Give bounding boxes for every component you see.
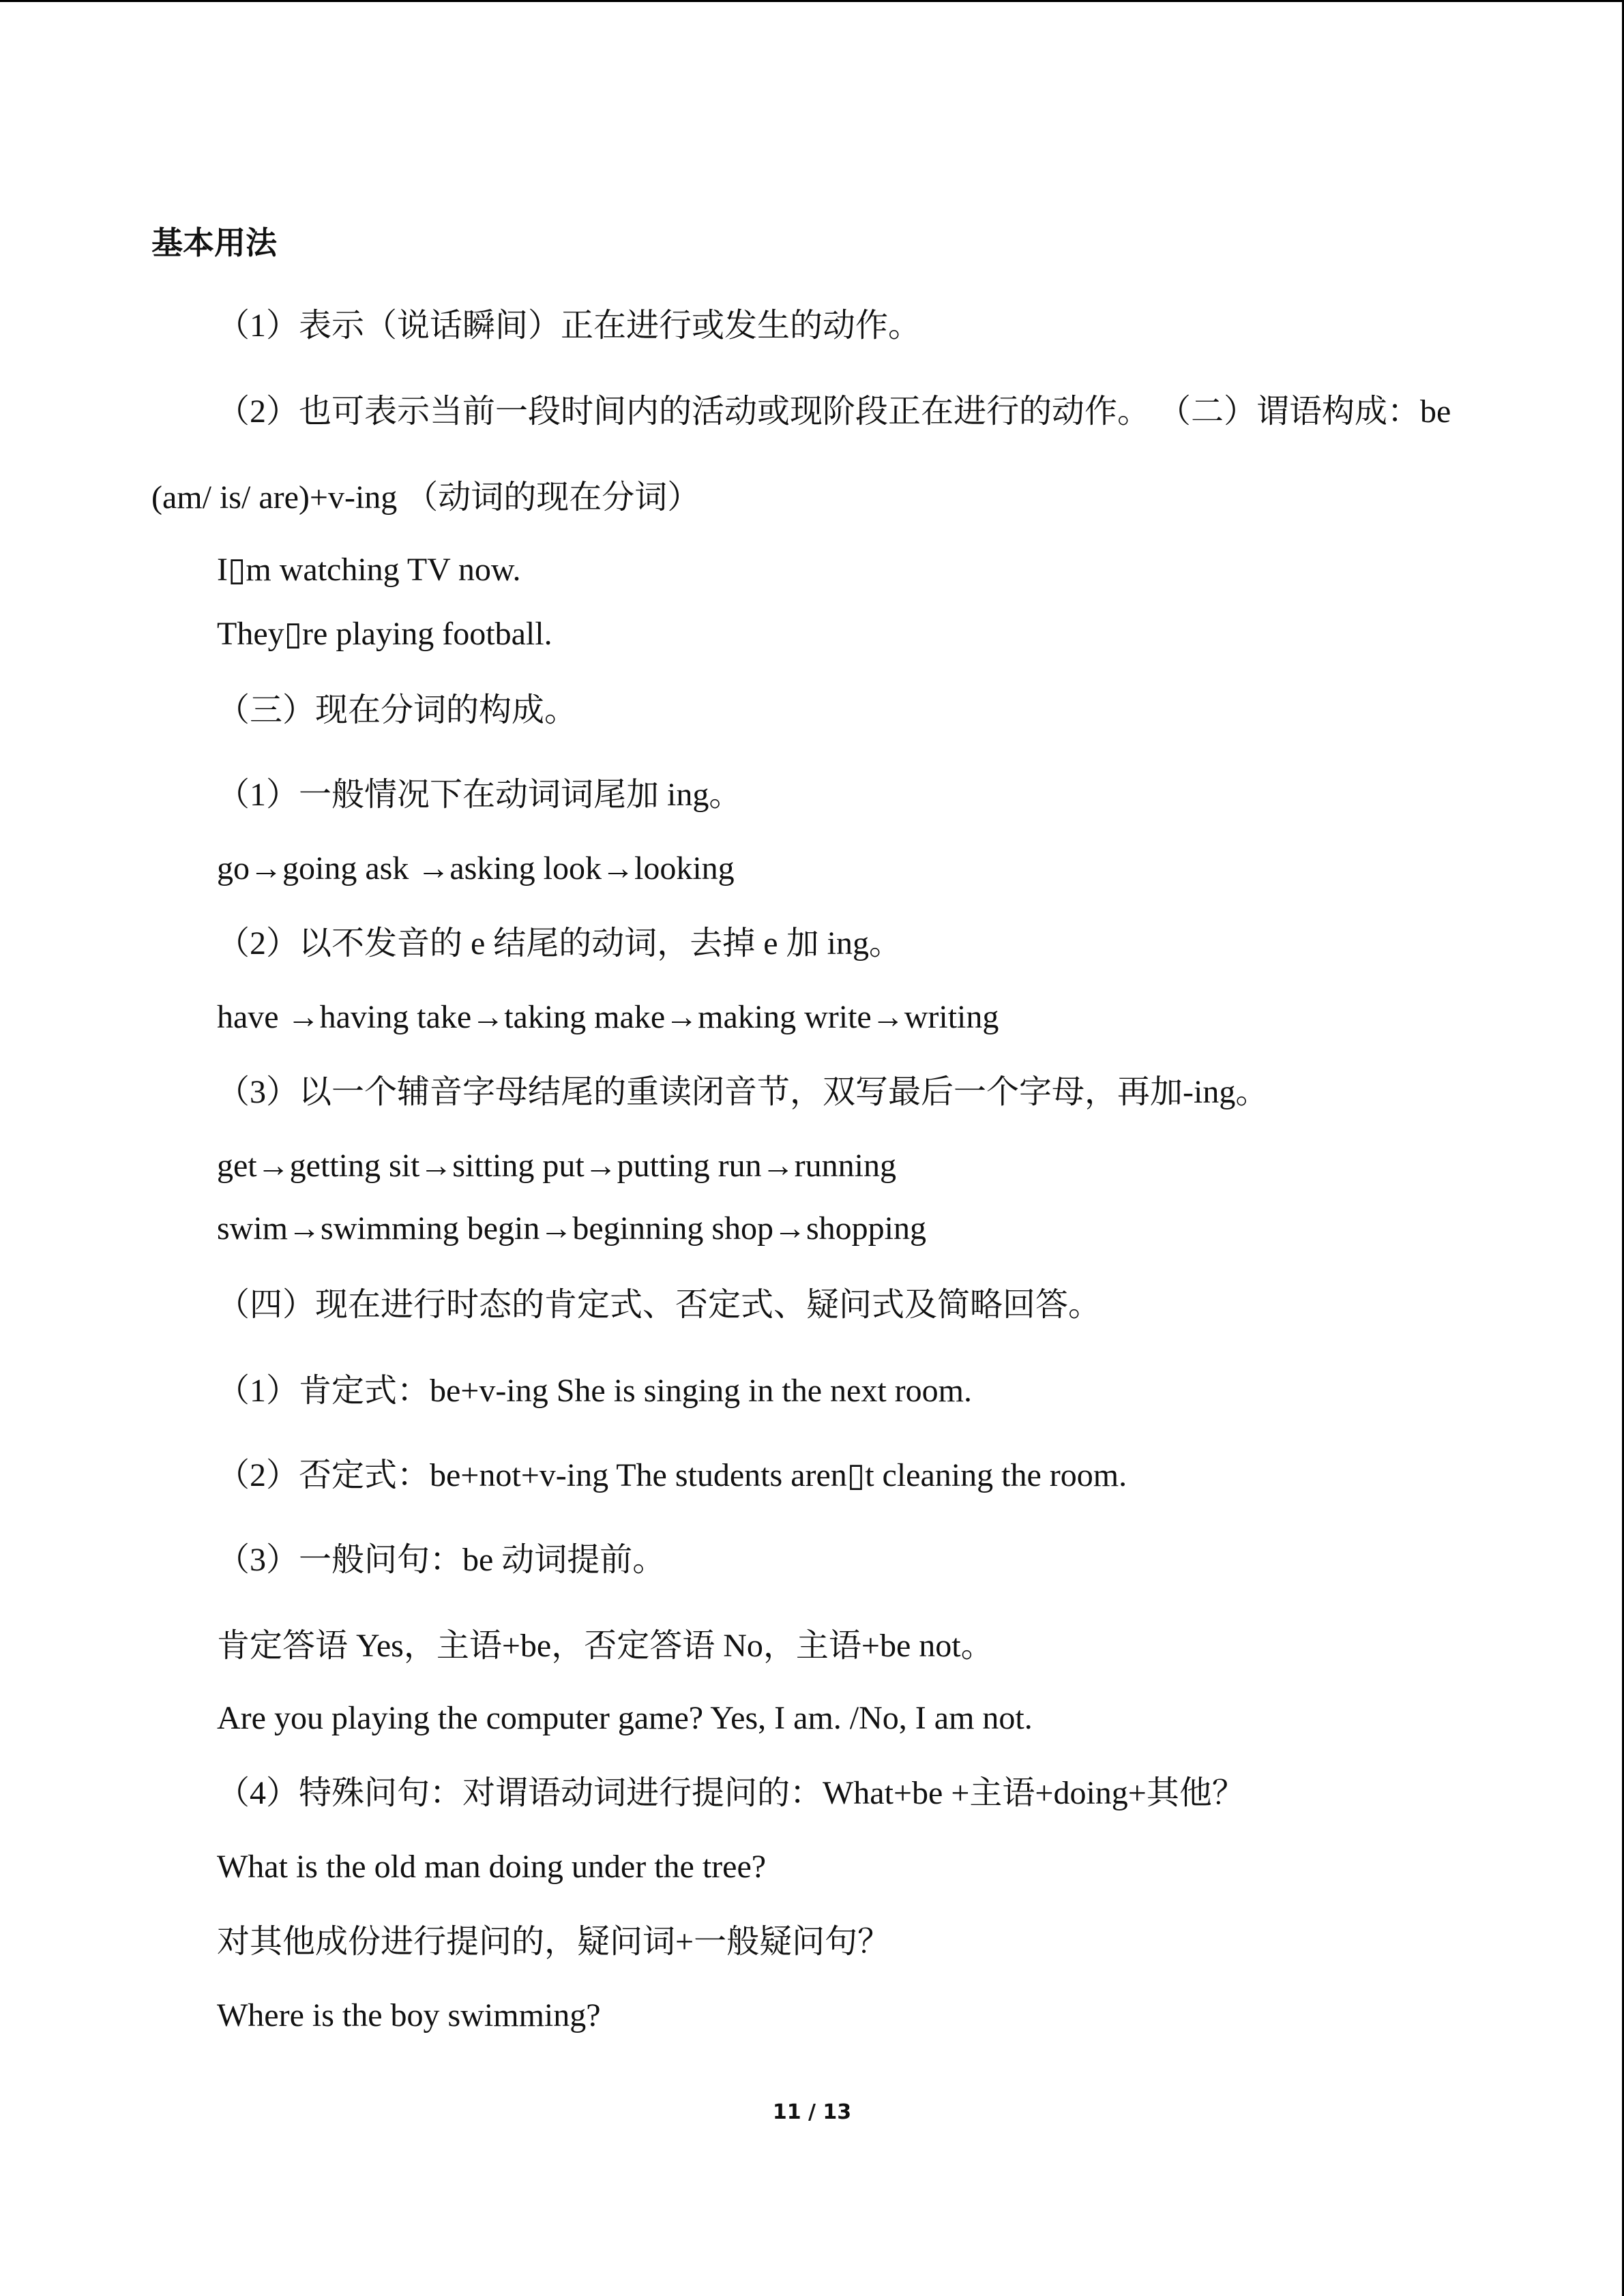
page-number: 11 / 13 xyxy=(772,2100,852,2124)
answer-rule-line: 肯定答语 Yes，主语+be，否定答语 No，主语+be not。 xyxy=(217,1628,994,1664)
rule-line: （2）否定式：be+not+v-ing The students aren▯t cleaning the room. xyxy=(217,1457,1127,1493)
example-line: have →having take→taking make→making write→writing xyxy=(217,999,999,1035)
rule-line: （4）特殊问句：对谓语动词进行提问的：What+be +主语+doing+其他？ xyxy=(217,1775,1245,1811)
text-line-predicate-form: (am/ is/ are)+v-ing （动词的现在分词） xyxy=(151,479,700,516)
rule-line: （2）以不发音的 e 结尾的动词，去掉 e 加 ing。 xyxy=(217,925,902,961)
top-border-line xyxy=(0,0,1624,2)
example-line: go→going ask →asking look→looking xyxy=(217,850,735,886)
example-line: Where is the boy swimming? xyxy=(217,1997,601,2033)
example-line: What is the old man doing under the tree? xyxy=(217,1849,767,1885)
example-line: get→getting sit→sitting put→putting run→running xyxy=(217,1148,896,1184)
rule-line: （3）一般问句：be 动词提前。 xyxy=(217,1542,666,1578)
subsection-title: （三）现在分词的构成。 xyxy=(217,692,578,728)
example-line: I▯m watching TV now. xyxy=(217,552,521,588)
example-line: They▯re playing football. xyxy=(217,616,552,652)
example-line: Are you playing the computer game? Yes, I am. /No, I am not. xyxy=(217,1700,1033,1736)
rule-line: （1）肯定式：be+v-ing She is singing in the next room. xyxy=(217,1373,973,1409)
rule-line: （3）以一个辅音字母结尾的重读闭音节，双写最后一个字母，再加-ing。 xyxy=(217,1074,1269,1110)
section-heading: 基本用法 xyxy=(151,224,277,261)
text-line-usage-1: （1）表示（说话瞬间）正在进行或发生的动作。 xyxy=(217,308,921,344)
example-line: swim→swimming begin→beginning shop→shopping xyxy=(217,1210,927,1247)
text-line-usage-2: （2）也可表示当前一段时间内的活动或现阶段正在进行的动作。 （二）谓语构成：be xyxy=(217,393,1451,430)
subsection-title: （四）现在进行时态的肯定式、否定式、疑问式及简略回答。 xyxy=(217,1287,1102,1323)
rule-line: （1）一般情况下在动词词尾加 ing。 xyxy=(217,777,742,813)
rule-line: 对其他成份进行提问的，疑问词+一般疑问句？ xyxy=(217,1924,891,1960)
